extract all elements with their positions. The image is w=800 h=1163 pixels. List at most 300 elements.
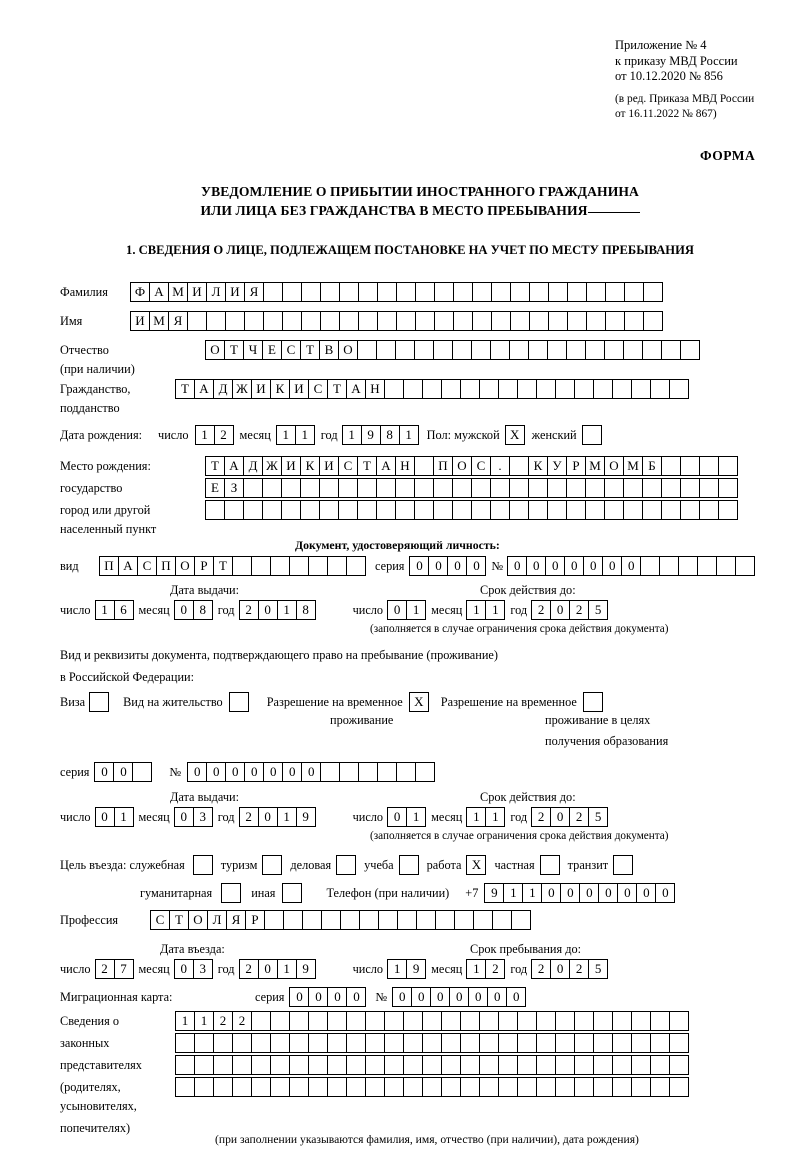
temp-residence-checkbox[interactable]: X — [409, 692, 429, 712]
form-cell[interactable] — [631, 1055, 651, 1075]
form-cell[interactable] — [678, 556, 698, 576]
form-cell[interactable] — [669, 1033, 689, 1053]
surname-input[interactable] — [130, 282, 662, 302]
form-cell[interactable] — [593, 1077, 613, 1097]
form-cell[interactable]: Т — [205, 456, 225, 476]
form-cell[interactable] — [460, 379, 480, 399]
form-cell[interactable]: 1 — [276, 425, 296, 445]
form-cell[interactable] — [472, 311, 492, 331]
form-cell[interactable]: И — [187, 282, 207, 302]
form-cell[interactable] — [623, 340, 643, 360]
form-cell[interactable] — [624, 311, 644, 331]
form-cell[interactable] — [631, 379, 651, 399]
form-cell[interactable] — [517, 1077, 537, 1097]
form-cell[interactable] — [669, 1077, 689, 1097]
form-cell[interactable]: 1 — [114, 807, 134, 827]
form-cell[interactable] — [395, 500, 415, 520]
legal-reps-input-1[interactable] — [175, 1011, 688, 1031]
form-cell[interactable]: Р — [245, 910, 265, 930]
form-cell[interactable] — [376, 340, 396, 360]
valid-1-month-input[interactable] — [466, 600, 504, 620]
form-cell[interactable] — [555, 1033, 575, 1053]
form-cell[interactable]: Р — [566, 456, 586, 476]
form-cell[interactable] — [194, 1077, 214, 1097]
form-cell[interactable]: 1 — [485, 807, 505, 827]
form-cell[interactable] — [631, 1077, 651, 1097]
form-cell[interactable] — [623, 500, 643, 520]
form-cell[interactable] — [339, 311, 359, 331]
form-cell[interactable]: И — [281, 456, 301, 476]
form-cell[interactable] — [414, 456, 434, 476]
form-cell[interactable]: 3 — [193, 807, 213, 827]
form-cell[interactable] — [650, 1077, 670, 1097]
form-cell[interactable] — [642, 340, 662, 360]
form-cell[interactable] — [320, 762, 340, 782]
form-cell[interactable] — [327, 1033, 347, 1053]
form-cell[interactable] — [509, 478, 529, 498]
legal-reps-input-3[interactable] — [175, 1055, 688, 1075]
form-cell[interactable]: О — [175, 556, 195, 576]
form-cell[interactable]: 0 — [545, 556, 565, 576]
form-cell[interactable]: 0 — [621, 556, 641, 576]
form-cell[interactable] — [490, 478, 510, 498]
form-cell[interactable] — [263, 311, 283, 331]
valid-2-month-input[interactable] — [466, 807, 504, 827]
form-cell[interactable] — [403, 1011, 423, 1031]
form-cell[interactable] — [338, 500, 358, 520]
form-cell[interactable] — [357, 478, 377, 498]
form-cell[interactable] — [604, 500, 624, 520]
form-cell[interactable] — [680, 340, 700, 360]
form-cell[interactable] — [735, 556, 755, 576]
form-cell[interactable] — [491, 282, 511, 302]
form-cell[interactable]: С — [338, 456, 358, 476]
form-cell[interactable] — [593, 1011, 613, 1031]
form-cell[interactable] — [308, 1055, 328, 1075]
form-cell[interactable]: 0 — [487, 987, 507, 1007]
form-cell[interactable] — [395, 340, 415, 360]
form-cell[interactable] — [669, 1011, 689, 1031]
form-cell[interactable] — [327, 1077, 347, 1097]
form-cell[interactable] — [282, 282, 302, 302]
form-cell[interactable]: 0 — [206, 762, 226, 782]
form-cell[interactable]: 1 — [295, 425, 315, 445]
form-cell[interactable] — [509, 500, 529, 520]
valid-2-day-input[interactable] — [387, 807, 425, 827]
purpose-tourism-checkbox[interactable] — [262, 855, 282, 875]
form-cell[interactable] — [623, 478, 643, 498]
form-cell[interactable]: 8 — [193, 600, 213, 620]
form-cell[interactable] — [498, 1055, 518, 1075]
form-cell[interactable]: 1 — [277, 959, 297, 979]
form-cell[interactable] — [566, 478, 586, 498]
form-cell[interactable]: 0 — [506, 987, 526, 1007]
patronymic-input[interactable] — [205, 340, 699, 360]
form-cell[interactable] — [566, 340, 586, 360]
form-cell[interactable]: Я — [168, 311, 188, 331]
form-cell[interactable]: Ж — [262, 456, 282, 476]
form-cell[interactable] — [650, 1011, 670, 1031]
form-cell[interactable]: 1 — [95, 600, 115, 620]
form-cell[interactable] — [414, 500, 434, 520]
form-cell[interactable] — [384, 1011, 404, 1031]
form-cell[interactable] — [604, 340, 624, 360]
form-cell[interactable]: 1 — [466, 959, 486, 979]
form-cell[interactable]: 5 — [588, 807, 608, 827]
form-cell[interactable]: 0 — [392, 987, 412, 1007]
form-cell[interactable]: Я — [226, 910, 246, 930]
form-cell[interactable]: 0 — [579, 883, 599, 903]
form-cell[interactable] — [547, 478, 567, 498]
form-cell[interactable] — [471, 478, 491, 498]
form-cell[interactable] — [251, 1033, 271, 1053]
form-cell[interactable]: 0 — [526, 556, 546, 576]
form-cell[interactable]: 2 — [569, 959, 589, 979]
birthdate-year-input[interactable] — [342, 425, 418, 445]
form-cell[interactable]: 2 — [569, 807, 589, 827]
form-cell[interactable] — [132, 762, 152, 782]
stay-month-input[interactable] — [466, 959, 504, 979]
form-cell[interactable] — [403, 379, 423, 399]
form-cell[interactable] — [631, 1033, 651, 1053]
form-cell[interactable] — [699, 500, 719, 520]
form-cell[interactable]: Е — [205, 478, 225, 498]
purpose-official-checkbox[interactable] — [193, 855, 213, 875]
form-cell[interactable] — [643, 282, 663, 302]
form-cell[interactable] — [365, 1055, 385, 1075]
valid-1-year-input[interactable] — [531, 600, 607, 620]
form-cell[interactable]: Т — [300, 340, 320, 360]
form-cell[interactable]: 1 — [503, 883, 523, 903]
form-cell[interactable] — [415, 311, 435, 331]
form-cell[interactable] — [378, 910, 398, 930]
form-cell[interactable]: 0 — [113, 762, 133, 782]
form-cell[interactable]: 0 — [387, 807, 407, 827]
form-cell[interactable] — [680, 478, 700, 498]
form-cell[interactable] — [339, 282, 359, 302]
form-cell[interactable] — [548, 282, 568, 302]
form-cell[interactable] — [624, 282, 644, 302]
form-cell[interactable]: П — [99, 556, 119, 576]
form-cell[interactable] — [395, 478, 415, 498]
form-cell[interactable] — [680, 456, 700, 476]
form-cell[interactable] — [510, 282, 530, 302]
form-cell[interactable] — [377, 282, 397, 302]
form-cell[interactable] — [358, 762, 378, 782]
form-cell[interactable]: 0 — [174, 959, 194, 979]
form-cell[interactable]: 0 — [411, 987, 431, 1007]
purpose-transit-checkbox[interactable] — [613, 855, 633, 875]
profession-input[interactable] — [150, 910, 530, 930]
identity-doc-number-input[interactable] — [507, 556, 754, 576]
form-cell[interactable]: . — [490, 456, 510, 476]
form-cell[interactable]: 1 — [277, 807, 297, 827]
citizenship-input[interactable] — [175, 379, 688, 399]
form-cell[interactable] — [281, 478, 301, 498]
form-cell[interactable] — [433, 500, 453, 520]
form-cell[interactable] — [300, 478, 320, 498]
form-cell[interactable]: Т — [169, 910, 189, 930]
entry-day-input[interactable] — [95, 959, 133, 979]
form-cell[interactable] — [566, 500, 586, 520]
form-cell[interactable] — [612, 1055, 632, 1075]
sex-female-checkbox[interactable] — [582, 425, 602, 445]
form-cell[interactable] — [517, 379, 537, 399]
form-cell[interactable]: 0 — [263, 762, 283, 782]
form-cell[interactable]: 0 — [244, 762, 264, 782]
birthdate-day-input[interactable] — [195, 425, 233, 445]
form-cell[interactable]: С — [308, 379, 328, 399]
form-cell[interactable] — [498, 1033, 518, 1053]
form-cell[interactable] — [376, 500, 396, 520]
form-cell[interactable]: И — [319, 456, 339, 476]
form-cell[interactable] — [529, 282, 549, 302]
form-cell[interactable] — [422, 1055, 442, 1075]
form-cell[interactable] — [718, 478, 738, 498]
form-cell[interactable]: С — [137, 556, 157, 576]
form-cell[interactable] — [206, 311, 226, 331]
form-cell[interactable]: 1 — [387, 959, 407, 979]
form-cell[interactable]: 1 — [277, 600, 297, 620]
form-cell[interactable] — [661, 500, 681, 520]
form-cell[interactable]: С — [150, 910, 170, 930]
form-cell[interactable] — [321, 910, 341, 930]
form-cell[interactable]: Н — [365, 379, 385, 399]
form-cell[interactable] — [243, 478, 263, 498]
form-cell[interactable] — [308, 1011, 328, 1031]
form-cell[interactable]: 0 — [564, 556, 584, 576]
form-cell[interactable] — [232, 1055, 252, 1075]
form-cell[interactable] — [243, 500, 263, 520]
birthplace-country-input[interactable] — [205, 456, 737, 476]
form-cell[interactable]: 2 — [232, 1011, 252, 1031]
form-cell[interactable]: А — [118, 556, 138, 576]
form-cell[interactable] — [434, 311, 454, 331]
identity-doc-series-input[interactable] — [409, 556, 485, 576]
form-cell[interactable] — [605, 311, 625, 331]
form-cell[interactable] — [479, 1077, 499, 1097]
form-cell[interactable]: 2 — [214, 425, 234, 445]
form-cell[interactable]: 2 — [531, 959, 551, 979]
form-cell[interactable] — [471, 500, 491, 520]
form-cell[interactable]: 5 — [588, 959, 608, 979]
form-cell[interactable] — [574, 1055, 594, 1075]
form-cell[interactable] — [586, 311, 606, 331]
form-cell[interactable] — [320, 311, 340, 331]
form-cell[interactable]: 0 — [301, 762, 321, 782]
form-cell[interactable] — [339, 762, 359, 782]
form-cell[interactable] — [472, 282, 492, 302]
form-cell[interactable] — [320, 282, 340, 302]
purpose-study-checkbox[interactable] — [399, 855, 419, 875]
form-cell[interactable] — [422, 1077, 442, 1097]
form-cell[interactable] — [511, 910, 531, 930]
form-cell[interactable] — [612, 379, 632, 399]
stay-year-input[interactable] — [531, 959, 607, 979]
form-cell[interactable] — [536, 1033, 556, 1053]
form-cell[interactable] — [555, 1077, 575, 1097]
form-cell[interactable]: М — [585, 456, 605, 476]
form-cell[interactable] — [585, 478, 605, 498]
form-cell[interactable]: Н — [395, 456, 415, 476]
edu-residence-checkbox[interactable] — [583, 692, 603, 712]
form-cell[interactable] — [213, 1077, 233, 1097]
form-cell[interactable] — [585, 500, 605, 520]
form-cell[interactable] — [460, 1077, 480, 1097]
form-cell[interactable] — [232, 1077, 252, 1097]
form-cell[interactable] — [357, 340, 377, 360]
form-cell[interactable]: 0 — [308, 987, 328, 1007]
form-cell[interactable] — [460, 1011, 480, 1031]
form-cell[interactable]: П — [433, 456, 453, 476]
form-cell[interactable] — [716, 556, 736, 576]
form-cell[interactable]: 0 — [258, 959, 278, 979]
birthplace-locality-input[interactable] — [205, 500, 737, 520]
form-cell[interactable] — [365, 1011, 385, 1031]
form-cell[interactable] — [225, 311, 245, 331]
form-cell[interactable]: 0 — [468, 987, 488, 1007]
form-cell[interactable] — [433, 478, 453, 498]
form-cell[interactable] — [270, 1033, 290, 1053]
form-cell[interactable]: К — [528, 456, 548, 476]
form-cell[interactable] — [289, 1077, 309, 1097]
form-cell[interactable]: Я — [244, 282, 264, 302]
form-cell[interactable] — [403, 1033, 423, 1053]
form-cell[interactable]: 0 — [387, 600, 407, 620]
form-cell[interactable]: 5 — [588, 600, 608, 620]
form-cell[interactable]: 0 — [174, 600, 194, 620]
form-cell[interactable]: 0 — [560, 883, 580, 903]
form-cell[interactable] — [585, 340, 605, 360]
form-cell[interactable] — [441, 1077, 461, 1097]
form-cell[interactable] — [270, 1077, 290, 1097]
form-cell[interactable] — [308, 1033, 328, 1053]
form-cell[interactable]: 0 — [282, 762, 302, 782]
form-cell[interactable] — [244, 311, 264, 331]
form-cell[interactable] — [697, 556, 717, 576]
form-cell[interactable] — [289, 556, 309, 576]
form-cell[interactable]: 1 — [342, 425, 362, 445]
form-cell[interactable]: 0 — [636, 883, 656, 903]
form-cell[interactable]: Л — [207, 910, 227, 930]
form-cell[interactable]: Ф — [130, 282, 150, 302]
form-cell[interactable] — [509, 340, 529, 360]
form-cell[interactable]: 0 — [617, 883, 637, 903]
form-cell[interactable] — [415, 282, 435, 302]
form-cell[interactable] — [536, 1077, 556, 1097]
form-cell[interactable] — [661, 456, 681, 476]
form-cell[interactable] — [605, 282, 625, 302]
form-cell[interactable] — [669, 379, 689, 399]
form-cell[interactable] — [661, 478, 681, 498]
form-cell[interactable]: 0 — [428, 556, 448, 576]
stay-day-input[interactable] — [387, 959, 425, 979]
form-cell[interactable]: 8 — [296, 600, 316, 620]
form-cell[interactable]: Е — [262, 340, 282, 360]
form-cell[interactable]: Л — [206, 282, 226, 302]
form-cell[interactable]: 0 — [655, 883, 675, 903]
issue-2-day-input[interactable] — [95, 807, 133, 827]
form-cell[interactable] — [593, 1033, 613, 1053]
form-cell[interactable] — [270, 1011, 290, 1031]
migration-card-number-input[interactable] — [392, 987, 525, 1007]
form-cell[interactable]: 9 — [296, 959, 316, 979]
form-cell[interactable] — [680, 500, 700, 520]
form-cell[interactable] — [175, 1055, 195, 1075]
form-cell[interactable] — [491, 311, 511, 331]
form-cell[interactable] — [319, 500, 339, 520]
form-cell[interactable] — [282, 311, 302, 331]
form-cell[interactable] — [396, 311, 416, 331]
form-cell[interactable] — [301, 311, 321, 331]
form-cell[interactable]: И — [251, 379, 271, 399]
form-cell[interactable] — [460, 1033, 480, 1053]
form-cell[interactable]: 0 — [289, 987, 309, 1007]
form-cell[interactable] — [699, 478, 719, 498]
form-cell[interactable]: 2 — [239, 600, 259, 620]
form-cell[interactable] — [453, 282, 473, 302]
form-cell[interactable]: 1 — [522, 883, 542, 903]
form-cell[interactable]: 2 — [213, 1011, 233, 1031]
form-cell[interactable] — [302, 910, 322, 930]
form-cell[interactable]: И — [225, 282, 245, 302]
form-cell[interactable]: А — [224, 456, 244, 476]
form-cell[interactable] — [574, 1077, 594, 1097]
form-cell[interactable] — [414, 340, 434, 360]
form-cell[interactable] — [661, 340, 681, 360]
form-cell[interactable] — [251, 1011, 271, 1031]
form-cell[interactable] — [300, 500, 320, 520]
form-cell[interactable]: Д — [243, 456, 263, 476]
form-cell[interactable]: Т — [213, 556, 233, 576]
form-cell[interactable] — [365, 1033, 385, 1053]
form-cell[interactable]: 0 — [430, 987, 450, 1007]
form-cell[interactable] — [718, 500, 738, 520]
form-cell[interactable] — [574, 1011, 594, 1031]
form-cell[interactable] — [359, 910, 379, 930]
form-cell[interactable] — [397, 910, 417, 930]
identity-doc-kind-input[interactable] — [99, 556, 365, 576]
name-input[interactable] — [130, 311, 662, 331]
form-cell[interactable] — [384, 1055, 404, 1075]
issue-2-year-input[interactable] — [239, 807, 315, 827]
form-cell[interactable]: 0 — [602, 556, 622, 576]
form-cell[interactable] — [718, 456, 738, 476]
form-cell[interactable]: 0 — [447, 556, 467, 576]
form-cell[interactable]: А — [149, 282, 169, 302]
form-cell[interactable]: 0 — [466, 556, 486, 576]
purpose-other-checkbox[interactable] — [282, 883, 302, 903]
entry-month-input[interactable] — [174, 959, 212, 979]
form-cell[interactable]: Т — [224, 340, 244, 360]
form-cell[interactable]: 0 — [94, 762, 114, 782]
legal-reps-input-2[interactable] — [175, 1033, 688, 1053]
issue-1-year-input[interactable] — [239, 600, 315, 620]
sex-male-checkbox[interactable]: X — [505, 425, 525, 445]
form-cell[interactable]: К — [300, 456, 320, 476]
form-cell[interactable]: 1 — [175, 1011, 195, 1031]
form-cell[interactable] — [453, 311, 473, 331]
form-cell[interactable] — [263, 282, 283, 302]
entry-year-input[interactable] — [239, 959, 315, 979]
form-cell[interactable] — [384, 1077, 404, 1097]
birthplace-city-input[interactable] — [205, 478, 737, 498]
form-cell[interactable]: 0 — [95, 807, 115, 827]
form-cell[interactable]: Р — [194, 556, 214, 576]
form-cell[interactable] — [251, 1055, 271, 1075]
form-cell[interactable] — [205, 500, 225, 520]
form-cell[interactable] — [396, 282, 416, 302]
